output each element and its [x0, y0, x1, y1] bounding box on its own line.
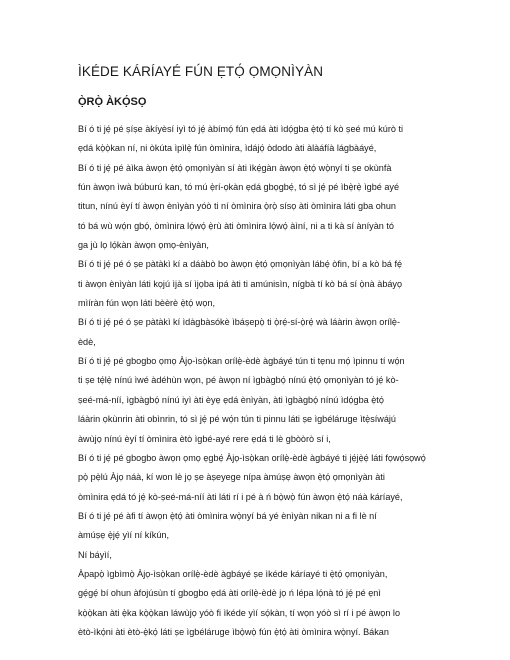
- text-line: titun, nínú èyí tí àwọn ènìyàn yóò ti ní òmìnira ọ̀rọ̀ sísọ àti òmìnira láti gba ohun: [78, 201, 396, 212]
- text-line: kọ̀ọ̀kan àti ẹ̀ka kọ̀ọ̀kan láwùjọ yóò fi ìkéde yìí sọ́kàn, tí wọn yóò sì rí i pé àwọn lo: [78, 607, 400, 618]
- text-line: ṣeé-má-níí, ìgbàgbọ́ nínú iyì àti èyẹ ẹdá ènìyàn, àti ìgbàgbọ́ nínú ìdọ́gba ẹ̀tọ́: [78, 394, 384, 405]
- text-line: ẹdá kọ̀ọ̀kan ní, ni òkúta ìpìlẹ̀ fún òmìnira, ìdájọ́ òdodo àti àlàáfíà lágbàáyé,: [78, 143, 377, 154]
- text-line: ga jù lọ lọ́kàn àwọn ọmọ-ènìyàn,: [78, 240, 209, 251]
- document-body: [78, 120, 488, 642]
- text-line: pọ̀ pẹ̀lú Àjọ náà, kí won lè jọ ṣe àṣeyege nípa àmúṣẹ àwọn ẹ̀tọ́ ọmọnìyàn àti: [78, 472, 385, 483]
- text-line: àwùjọ nínú èyí tí òmìnira ètò ìgbé-ayé rere ẹdá ti lè gbòòrò sí i,: [78, 433, 331, 444]
- text-line: mìíràn fún wọn láti bèèrè ẹ̀tọ́ wọn,: [78, 298, 215, 309]
- text-line: èdè,: [78, 336, 96, 347]
- text-line: Bí ó ti jẹ́ pé ó ṣe pàtàkì kí a dáàbò bo àwọn ẹ̀tọ́ ọmọnìyàn lábẹ́ òfin, bí a kò bá fẹ́: [78, 259, 403, 270]
- text-line: Àpapọ̀ ìgbìmọ̀ Àjọ-ìsọ̀kan orílẹ̀-èdè àgbáyé ṣe ìkéde káríayé ti ẹ̀tọ́ ọmọnìyàn,: [78, 568, 388, 579]
- text-line: gẹ́gẹ́ bí ohun àfojúsùn tí gbogbo ẹdá àti orílẹ̀-èdè jọ ń lépa lọ́nà tó jẹ́ pé ẹnì: [78, 588, 381, 599]
- section-heading: Ọ̀RỌ̀ ÀKỌ́SỌ: [78, 96, 147, 108]
- text-line: Ní báyìí,: [78, 549, 112, 560]
- document-title: ÌKÉDE KÁRÍAYÉ FÚN ẸTỌ́ ỌMỌNÌYÀN: [78, 64, 324, 79]
- text-line: Bí ó ti jẹ́ pé ó ṣe pàtàkì kí ìdàgbàsókè ìbáṣepọ̀ ti ọ̀rẹ́-sí-ọ̀rẹ́ wà láàrin àwọn orílẹ̀-: [78, 317, 400, 328]
- text-line: òmìnira ẹdá tó jẹ́ kò-ṣeé-má-níí àti láti rí i pé à ń bọ̀wọ̀ fún àwọn ẹ̀tọ́ náà káríayé,: [78, 491, 403, 502]
- text-line: ètò-ìkọ́ni àti ètò-ẹ̀kọ́ láti ṣe ìgbéláruge ìbọ̀wọ̀ fún ẹ̀tọ́ àti òmìnira wọ̀nyí. Bákan: [78, 626, 389, 637]
- text-line: àmúṣẹ ẹ̀jẹ́ yìí ní kíkún,: [78, 530, 169, 541]
- text-line: Bí ó ti jẹ́ pé gbogbo ọmọ Àjọ-ìsọ̀kan orílẹ̀-èdè àgbáyé tún ti tẹnu mọ́ ìpinnu tí wọ́n: [78, 356, 405, 367]
- text-line: Bí ó ti jẹ́ pé gbogbo àwọn ọmọ ẹgbẹ́ Àjọ-ìsọ̀kan orílẹ̀-èdè àgbáyé ti jẹ́jẹ̀ẹ́ láti fọwọ́sọwọ́: [78, 452, 426, 463]
- text-line: tó bá wù wọ́n gbọ́, òmìnira lọ́wọ́ ẹ̀rù àti òmìnira lọ́wọ́ àìní, ni a ti kà sí àníyàn tó: [78, 220, 394, 231]
- text-line: fún àwọn ìwà búburú kan, tó mú ẹ̀rí-ọkàn ẹdá gbọgbẹ́, tó sì jẹ́ pé ìbẹ̀rẹ̀ ìgbé ayé: [78, 182, 400, 193]
- text-line: Bí ó ti jẹ́ pé àfi tí àwọn ẹ̀tọ́ àti òmìnira wọ̀nyí bá yé ènìyàn nikan ni a fi lè ní: [78, 510, 377, 521]
- text-line: Bí ó ti jẹ́ pé àìka àwọn ẹ̀tọ́ ọmọnìyàn sí àti ìkẹ́gàn àwọn ẹ̀tọ́ wọ̀nyí ti ṣe okùnfà: [78, 162, 392, 173]
- text-line: láàrin ọkùnrin àti obìnrin, tó sì jẹ́ pé wọ́n tún ti pinnu láti ṣe ìgbéláruge ìtẹ̀síwájú: [78, 414, 396, 425]
- text-line: ti àwọn ènìyàn láti kọjú ìjà sí ìjọba ipá àti ti amúnisìn, nígbà tí kò bá sí ọ̀nà àbáyọ: [78, 278, 403, 289]
- text-line: ti ṣe tẹ́lẹ̀ nínú ìwé àdéhùn wọn, pé àwọn ní ìgbàgbọ́ nínú ẹ̀tọ́ ọmọnìyàn tó jẹ́ kò-: [78, 375, 399, 386]
- text-line: Bí ó ti jẹ́ pé ṣíṣe àkíyèsí iyì tó jẹ́ àbímọ́ fún ẹdá àti ìdọ́gba ẹ̀tọ́ tí kò ṣeé mú kúrò ti: [78, 124, 404, 134]
